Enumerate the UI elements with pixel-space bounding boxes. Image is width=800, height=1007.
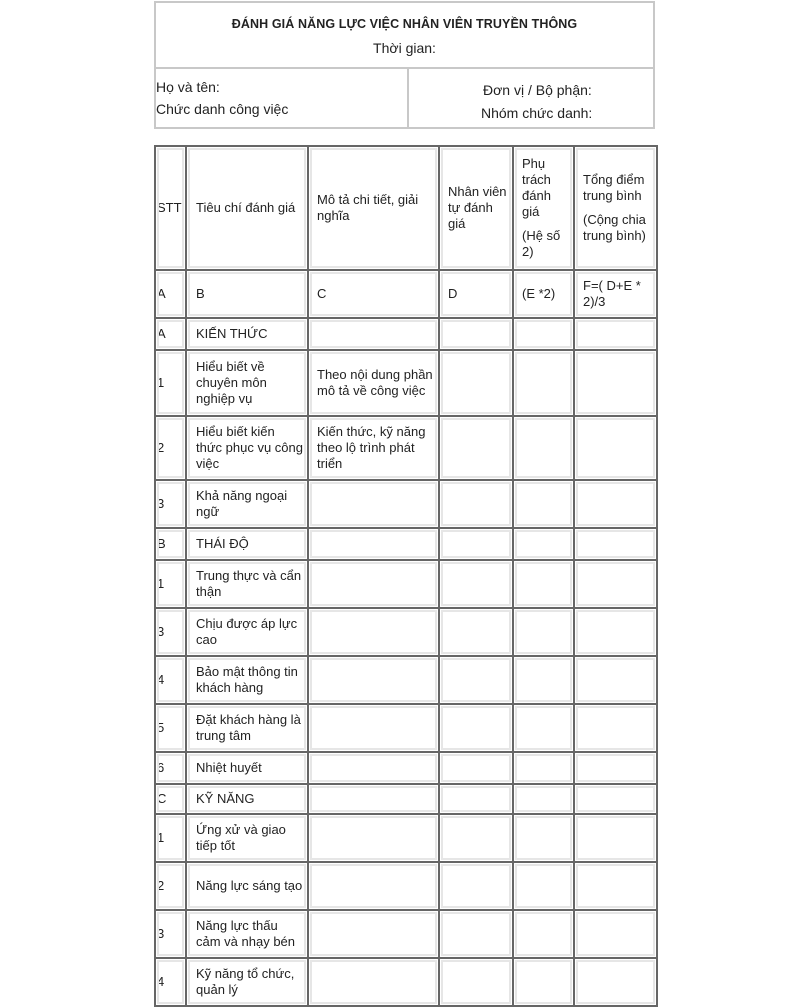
total-score-cell[interactable] (574, 350, 657, 416)
section-code: A (155, 318, 186, 350)
header-total-label: Tổng điểm trung bình (583, 172, 645, 203)
table-row (155, 814, 657, 862)
manager-score-cell[interactable] (513, 752, 574, 784)
section-row (155, 528, 657, 560)
row-stt: 4 (155, 656, 186, 704)
table-header-row (155, 146, 657, 270)
section-name: KIẾN THỨC (186, 318, 308, 350)
section-code: B (155, 528, 186, 560)
self-score-cell[interactable] (439, 350, 513, 416)
evaluation-table (154, 145, 658, 1007)
empty-cell[interactable] (439, 784, 513, 814)
total-score-cell[interactable] (574, 814, 657, 862)
row-description (308, 814, 439, 862)
row-criteria: Chịu được áp lực cao (186, 608, 308, 656)
manager-score-cell[interactable] (513, 704, 574, 752)
row-stt: 3 (155, 608, 186, 656)
header-stt: STT (155, 146, 186, 270)
empty-cell[interactable] (308, 528, 439, 560)
table-row (155, 560, 657, 608)
self-score-cell[interactable] (439, 608, 513, 656)
total-score-cell[interactable] (574, 752, 657, 784)
table-row (155, 958, 657, 1006)
unit-field-label: Đơn vị / Bộ phận: (483, 82, 592, 98)
section-row (155, 318, 657, 350)
header-manager-label: Phụ trách đánh giá (522, 156, 551, 219)
self-score-cell[interactable] (439, 958, 513, 1006)
job-group-field-label: Nhóm chức danh: (481, 105, 593, 121)
row-stt: 2 (155, 862, 186, 910)
header-manager-assessment (513, 146, 574, 270)
table-row (155, 910, 657, 958)
empty-cell[interactable] (439, 528, 513, 560)
header-self-assessment: Nhân viên tự đánh giá (439, 146, 513, 270)
row-description (308, 656, 439, 704)
table-row (155, 862, 657, 910)
self-score-cell[interactable] (439, 416, 513, 480)
self-score-cell[interactable] (439, 704, 513, 752)
total-score-cell[interactable] (574, 862, 657, 910)
total-score-cell[interactable] (574, 608, 657, 656)
table-row (155, 350, 657, 416)
letter-criteria: B (186, 270, 308, 318)
row-stt: 3 (155, 910, 186, 958)
letter-self: D (439, 270, 513, 318)
row-criteria: Năng lực thấu cảm và nhạy bén (186, 910, 308, 958)
manager-score-cell[interactable] (513, 350, 574, 416)
empty-cell[interactable] (574, 784, 657, 814)
form-header (154, 1, 655, 129)
row-criteria: Ứng xử và giao tiếp tốt (186, 814, 308, 862)
header-criteria: Tiêu chí đánh giá (186, 146, 308, 270)
row-criteria: Hiểu biết về chuyên môn nghiệp vụ (186, 350, 308, 416)
document-title: ĐÁNH GIÁ NĂNG LỰC VIỆC NHÂN VIÊN TRUYỀN THÔNG (231, 17, 578, 31)
row-criteria: Kỹ năng tổ chức, quản lý (186, 958, 308, 1006)
manager-score-cell[interactable] (513, 958, 574, 1006)
header-total (574, 146, 657, 270)
row-description: Theo nội dung phần mô tả về công việc (308, 350, 439, 416)
table-row (155, 752, 657, 784)
total-score-cell[interactable] (574, 910, 657, 958)
self-score-cell[interactable] (439, 656, 513, 704)
table-row (155, 416, 657, 480)
letter-stt: A (155, 270, 186, 318)
table-row (155, 704, 657, 752)
empty-cell[interactable] (513, 784, 574, 814)
self-score-cell[interactable] (439, 560, 513, 608)
manager-score-cell[interactable] (513, 560, 574, 608)
empty-cell[interactable] (513, 528, 574, 560)
row-description (308, 958, 439, 1006)
row-criteria: Bảo mật thông tin khách hàng (186, 656, 308, 704)
table-row (155, 480, 657, 528)
row-stt: 6 (155, 752, 186, 784)
total-score-cell[interactable] (574, 480, 657, 528)
row-description (308, 910, 439, 958)
empty-cell[interactable] (574, 528, 657, 560)
name-field-label: Họ và tên: (156, 79, 220, 95)
empty-cell[interactable] (513, 318, 574, 350)
total-score-cell[interactable] (574, 416, 657, 480)
employee-info-left (156, 67, 409, 127)
header-total-note: (Cộng chia trung bình) (583, 212, 646, 243)
section-name: THÁI ĐỘ (186, 528, 308, 560)
row-criteria: Nhiệt huyết (186, 752, 308, 784)
self-score-cell[interactable] (439, 862, 513, 910)
manager-score-cell[interactable] (513, 480, 574, 528)
manager-score-cell[interactable] (513, 910, 574, 958)
title-area (156, 3, 653, 69)
row-stt: 4 (155, 958, 186, 1006)
manager-score-cell[interactable] (513, 656, 574, 704)
total-score-cell[interactable] (574, 560, 657, 608)
table-row (155, 656, 657, 704)
empty-cell[interactable] (574, 318, 657, 350)
row-criteria: Trung thực và cẩn thận (186, 560, 308, 608)
section-code: C (155, 784, 186, 814)
manager-score-cell[interactable] (513, 416, 574, 480)
row-description: Kiến thức, kỹ năng theo lộ trình phát triển (308, 416, 439, 480)
section-row (155, 784, 657, 814)
self-score-cell[interactable] (439, 814, 513, 862)
row-criteria: Khả năng ngoại ngữ (186, 480, 308, 528)
column-letters-row (155, 270, 657, 318)
letter-manager: (E *2) (513, 270, 574, 318)
letter-description: C (308, 270, 439, 318)
job-title-field-label: Chức danh công việc (156, 101, 289, 117)
total-score-cell[interactable] (574, 656, 657, 704)
row-stt: 1 (155, 560, 186, 608)
total-score-cell[interactable] (574, 958, 657, 1006)
empty-cell[interactable] (439, 318, 513, 350)
row-description (308, 752, 439, 784)
letter-total: F=( D+E * 2)/3 (574, 270, 657, 318)
row-criteria: Đặt khách hàng là trung tâm (186, 704, 308, 752)
row-description (308, 560, 439, 608)
row-description (308, 480, 439, 528)
row-description (308, 862, 439, 910)
self-score-cell[interactable] (439, 752, 513, 784)
section-name: KỸ NĂNG (186, 784, 308, 814)
total-score-cell[interactable] (574, 704, 657, 752)
employee-info-right (407, 67, 653, 127)
manager-score-cell[interactable] (513, 814, 574, 862)
row-stt: 1 (155, 814, 186, 862)
row-stt: 2 (155, 416, 186, 480)
header-manager-note: (Hệ số 2) (522, 228, 561, 259)
empty-cell[interactable] (308, 318, 439, 350)
time-field-label: Thời gian: (373, 40, 436, 56)
empty-cell[interactable] (308, 784, 439, 814)
row-stt: 5 (155, 704, 186, 752)
manager-score-cell[interactable] (513, 608, 574, 656)
row-criteria: Năng lực sáng tạo (186, 862, 308, 910)
row-stt: 3 (155, 480, 186, 528)
self-score-cell[interactable] (439, 480, 513, 528)
row-description (308, 608, 439, 656)
manager-score-cell[interactable] (513, 862, 574, 910)
self-score-cell[interactable] (439, 910, 513, 958)
row-description (308, 704, 439, 752)
table-row (155, 608, 657, 656)
header-description: Mô tả chi tiết, giải nghĩa (308, 146, 439, 270)
row-criteria: Hiểu biết kiến thức phục vụ công việc (186, 416, 308, 480)
row-stt: 1 (155, 350, 186, 416)
